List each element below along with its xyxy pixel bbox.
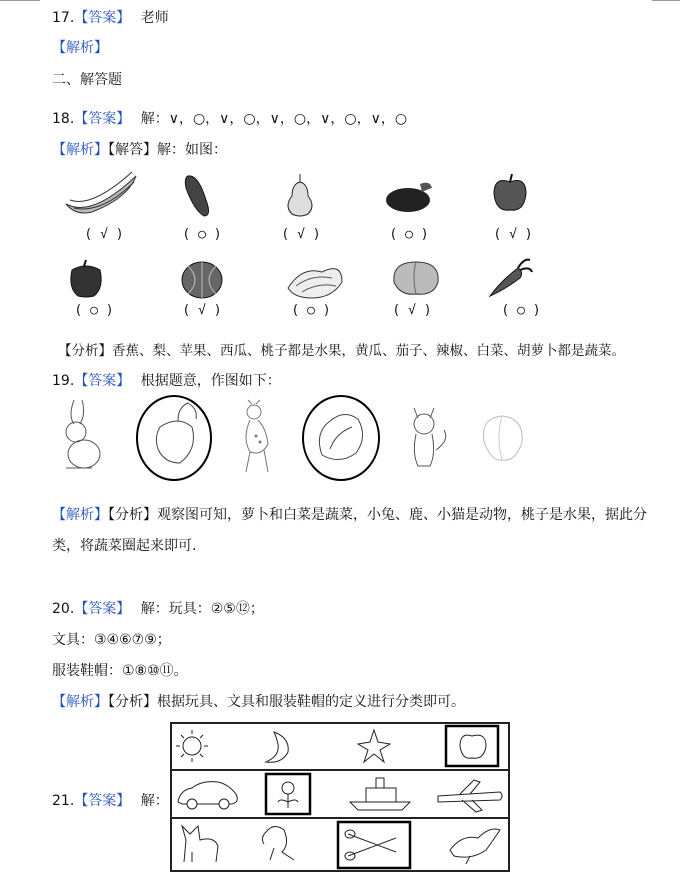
q20-analysis-line — [52, 691, 465, 711]
flower-boxed-icon — [278, 782, 298, 808]
q18-mark-6: ( ○ ) — [74, 303, 114, 318]
q21-answer-line — [52, 790, 169, 810]
q18-mark-3: ( √ ) — [281, 227, 321, 242]
q18-analysis-line — [52, 139, 227, 159]
ship-icon — [350, 778, 410, 810]
cabbage-circled-image — [300, 393, 382, 483]
q18-mark-10: ( ○ ) — [501, 303, 541, 318]
q20-analysis-tag: 【解析】 — [52, 694, 108, 710]
apple-boxed-icon — [460, 735, 486, 758]
pear-image — [280, 170, 320, 220]
q20-answer-line-1: 解：玩具：②⑤⑫； — [140, 601, 264, 617]
q20-answer-line-2: 文具：③④⑥⑦⑨； — [52, 632, 171, 648]
star-icon — [358, 730, 390, 762]
pepper-image — [64, 258, 108, 300]
q19-analysis-text-2: 类，将蔬菜圈起来即可. — [52, 538, 197, 554]
cabbage-image — [282, 252, 346, 302]
q18-mark-5: ( √ ) — [493, 227, 533, 242]
bird-icon — [450, 829, 500, 864]
cucumber-image — [172, 170, 222, 220]
q19-analysis-text-1: 观察图可知，萝卜和白菜是蔬菜，小兔、鹿、小猫是动物，桃子是水果，据此分 — [157, 507, 647, 523]
scissors-boxed-icon — [345, 830, 396, 860]
q20-analysis-text: 根据玩具、文具和服装鞋帽的定义进行分类即可。 — [157, 694, 465, 710]
deer-image — [228, 398, 284, 478]
eggplant-image — [382, 172, 438, 218]
apple-image — [488, 170, 532, 216]
q21-answer-tag: 【答案】 — [74, 793, 131, 809]
q20-answer-line — [52, 598, 264, 618]
q18-mark-1: ( √ ) — [84, 227, 124, 242]
banana-image — [62, 168, 142, 220]
q18-solve-tag: 【解答】 — [108, 142, 157, 158]
dog-icon — [262, 826, 294, 860]
q17-analysis-tag: 【解析】 — [52, 40, 108, 56]
q17-answer-line — [52, 7, 169, 27]
q18-answer-text: 解：∨，○，∨，○，∨，○，∨，○，∨，○ — [140, 111, 408, 127]
section-title: 二、解答题 — [52, 72, 122, 88]
q19-answer-line — [52, 370, 281, 390]
q18-mark-8: ( ○ ) — [291, 303, 331, 318]
cat-image — [394, 400, 454, 476]
moon-icon — [266, 732, 288, 762]
peach-image — [386, 254, 446, 298]
car-icon — [178, 782, 237, 804]
q18-intro: 解：如图： — [157, 142, 227, 158]
q20-answer-tag: 【答案】 — [74, 601, 131, 617]
q17-number: 17. — [52, 10, 75, 26]
q18-mark-4: ( ○ ) — [389, 227, 429, 242]
q19-analysis-sub: 【分析】 — [108, 507, 157, 523]
sun-icon — [176, 730, 208, 762]
q21-answer-text: 解： — [140, 793, 169, 809]
watermelon-image — [178, 256, 226, 302]
q21-picture-grid — [170, 722, 510, 874]
q17-answer-tag: 【答案】 — [74, 10, 131, 26]
q18-number: 18. — [52, 111, 75, 127]
q18-mark-2: ( ○ ) — [182, 227, 222, 242]
carrot-image — [484, 254, 534, 300]
q17-answer-text: 老师 — [140, 10, 169, 26]
q18-answer-tag: 【答案】 — [74, 111, 131, 127]
q19-answer-text: 根据题意，作图如下： — [140, 373, 281, 389]
peach-outline-image — [474, 404, 530, 468]
q20-answer-line-3: 服装鞋帽：①⑧⑩⑪。 — [52, 663, 188, 679]
q18-analysis-text: 【分析】香蕉、梨、苹果、西瓜、桃子都是水果，黄瓜、茄子、辣椒、白菜、胡萝卜都是蔬菜。 — [58, 343, 625, 359]
q20-analysis-sub: 【分析】 — [108, 694, 157, 710]
airplane-icon — [438, 780, 502, 812]
top-rule-right — [652, 0, 680, 1]
q18-analysis-tag: 【解析】 — [52, 142, 108, 158]
q19-analysis-line-1 — [52, 504, 647, 524]
q19-number: 19. — [52, 373, 75, 389]
rabbit-image — [52, 396, 112, 476]
radish-circled-image — [134, 393, 214, 483]
q21-number: 21. — [52, 793, 75, 809]
q19-answer-tag: 【答案】 — [74, 373, 131, 389]
top-rule-left — [0, 0, 40, 1]
q18-mark-9: ( √ ) — [392, 303, 432, 318]
q18-mark-7: ( √ ) — [182, 303, 222, 318]
q20-number: 20. — [52, 601, 75, 617]
q19-analysis-tag: 【解析】 — [52, 507, 108, 523]
fox-icon — [182, 826, 218, 862]
q18-answer-line — [52, 108, 407, 128]
